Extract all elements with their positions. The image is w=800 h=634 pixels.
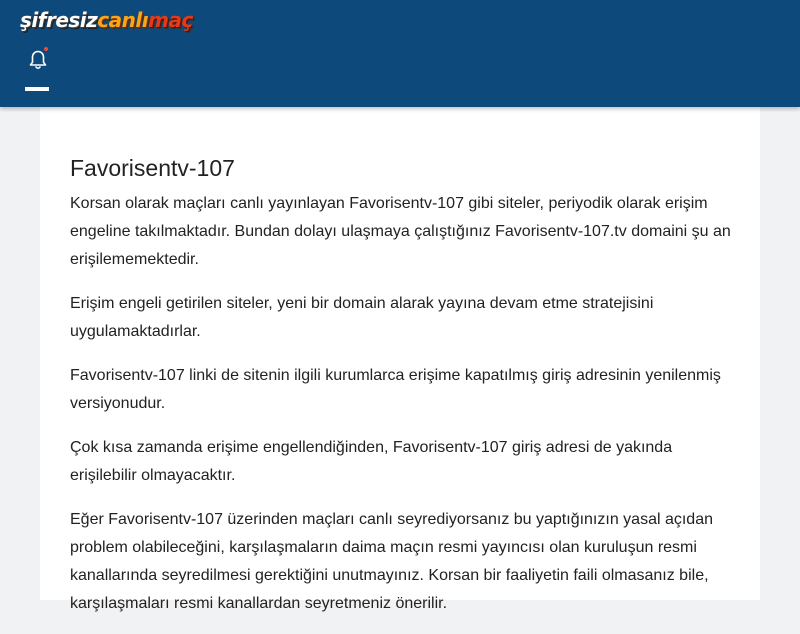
bell-icon [28, 49, 48, 71]
article-paragraph: Çok kısa zamanda erişime engellendiğinden, Favorisentv-107 giriş adresi de yakında erişilebilir olmayacaktır. [70, 439, 673, 484]
notification-dot [44, 47, 48, 51]
article-paragraph: Favorisentv-107 linki de sitenin ilgili kurumlarca erişime kapatılmış giriş adresinin yenilenmiş versiyonudur. [70, 367, 721, 412]
logo-text-part2: canlı [97, 8, 149, 32]
article-paragraph: Erişim engeli getirilen siteler, yeni bir domain alarak yayına devam etme stratejisini uygulamaktadırlar. [70, 295, 654, 340]
logo-text-part1: şifresiz [20, 8, 98, 32]
page-title: Favorisentv-107 [70, 155, 235, 181]
article-paragraph: Eğer Favorisentv-107 üzerinden maçları canlı seyrediyorsanız bu yaptığınızın yasal açıdan problem olabileceğini, karşılaşmaların daima maçın resmi yayıncısı olan kuruluşun resmi kanallarında seyredilmesi gerektiğini unutmayınız. Korsan bir faaliyetin faili olmasanız bile, karşılaşmaları resmi kanallardan seyretmeniz önerilir. [70, 511, 713, 612]
logo-text-part3: maç [148, 8, 193, 32]
article-card [40, 107, 760, 612]
menu-icon[interactable] [25, 87, 49, 91]
site-header [0, 0, 800, 107]
article-paragraph: Korsan olarak maçları canlı yayınlayan Favorisentv-107 gibi siteler, periyodik olarak erişim engeline takılmaktadır. Bundan dolayı ulaşmaya çalıştığınız Favorisentv-107.tv domaini şu an erişilememektedir. [70, 195, 731, 268]
article-body [70, 190, 735, 634]
site-logo[interactable] [20, 2, 193, 38]
notification-button[interactable] [28, 49, 48, 71]
